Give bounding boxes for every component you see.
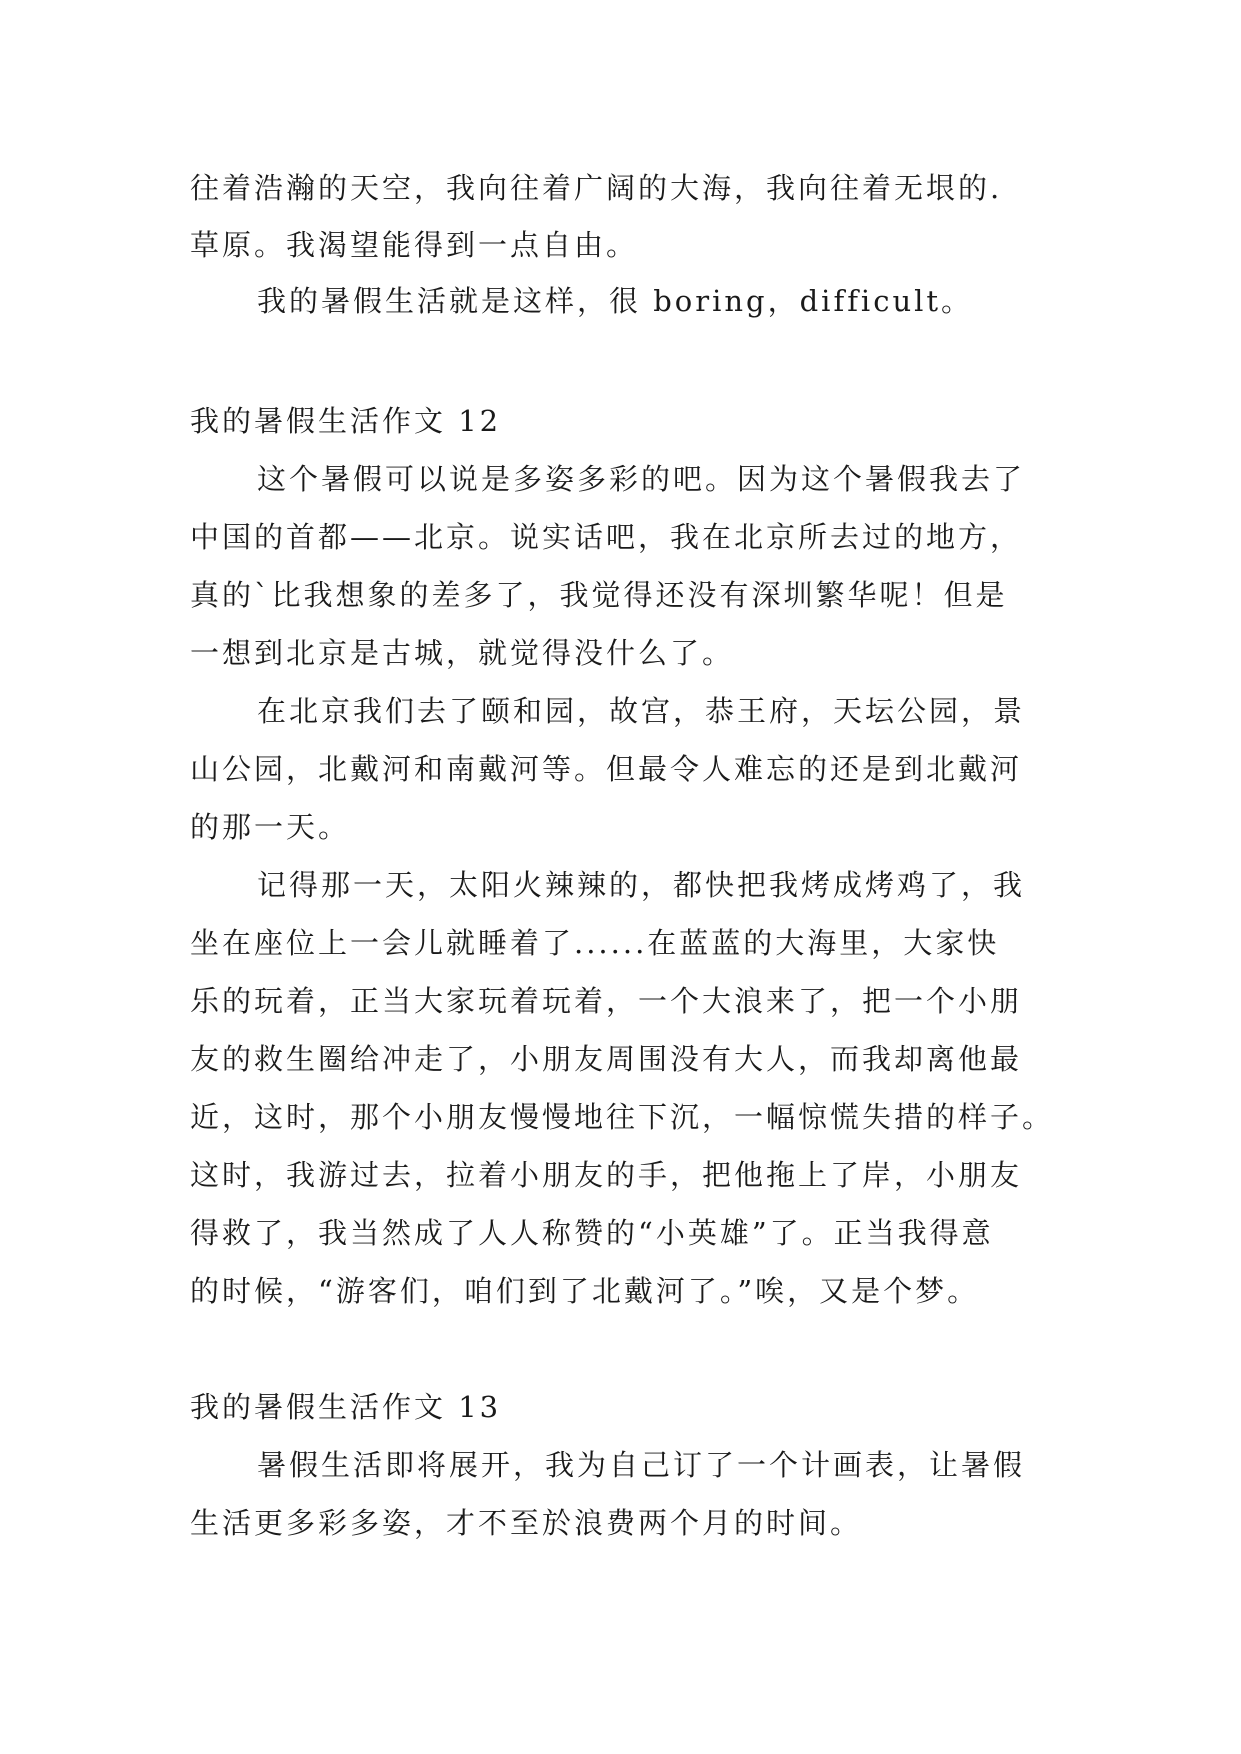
paragraph-line: 得救了，我当然成了人人称赞的“小英雄”了。正当我得意: [190, 1216, 994, 1250]
paragraph-line: 坐在座位上一会儿就睡着了......在蓝蓝的大海里，大家快: [190, 926, 1000, 960]
paragraph-line: 中国的首都——北京。说实话吧，我在北京所去过的地方，: [190, 520, 1023, 554]
paragraph-line: 真的`比我想象的差多了，我觉得还没有深圳繁华呢！但是: [190, 578, 1008, 612]
paragraph-line: 在北京我们去了颐和园，故宫，恭王府，天坛公园，景: [257, 694, 1026, 728]
paragraph-line: 的时候，“游客们，咱们到了北戴河了。”唉，又是个梦。: [190, 1274, 980, 1308]
paragraph-line: 生活更多彩多姿，才不至於浪费两个月的时间。: [190, 1506, 863, 1540]
paragraph-line: 往着浩瀚的天空，我向往着广阔的大海，我向往着无垠的.: [190, 171, 1003, 205]
paragraph-line: 草原。我渴望能得到一点自由。: [190, 228, 639, 262]
paragraph-line: 友的救生圈给冲走了，小朋友周围没有大人，而我却离他最: [190, 1042, 1023, 1076]
paragraph-line: 一想到北京是古城，就觉得没什么了。: [190, 636, 735, 670]
paragraph-line: 的那一天。: [190, 810, 351, 844]
paragraph-line: 我的暑假生活就是这样，很 boring，difficult。: [257, 284, 974, 318]
paragraph-line: 这时，我游过去，拉着小朋友的手，把他拖上了岸，小朋友: [190, 1158, 1023, 1192]
paragraph-line: 记得那一天，太阳火辣辣的，都快把我烤成烤鸡了，我: [257, 868, 1026, 902]
paragraph-line: 山公园，北戴河和南戴河等。但最令人难忘的还是到北戴河: [190, 752, 1023, 786]
paragraph-line: 这个暑假可以说是多姿多彩的吧。因为这个暑假我去了: [257, 462, 1026, 496]
paragraph-line: 暑假生活即将展开，我为自己订了一个计画表，让暑假: [257, 1448, 1026, 1482]
paragraph-line: 乐的玩着，正当大家玩着玩着，一个大浪来了，把一个小朋: [190, 984, 1023, 1018]
section-heading: 我的暑假生活作文 13: [190, 1390, 502, 1424]
section-heading: 我的暑假生活作文 12: [190, 404, 502, 438]
paragraph-line: 近，这时，那个小朋友慢慢地往下沉，一幅惊慌失措的样子。: [190, 1100, 1055, 1134]
